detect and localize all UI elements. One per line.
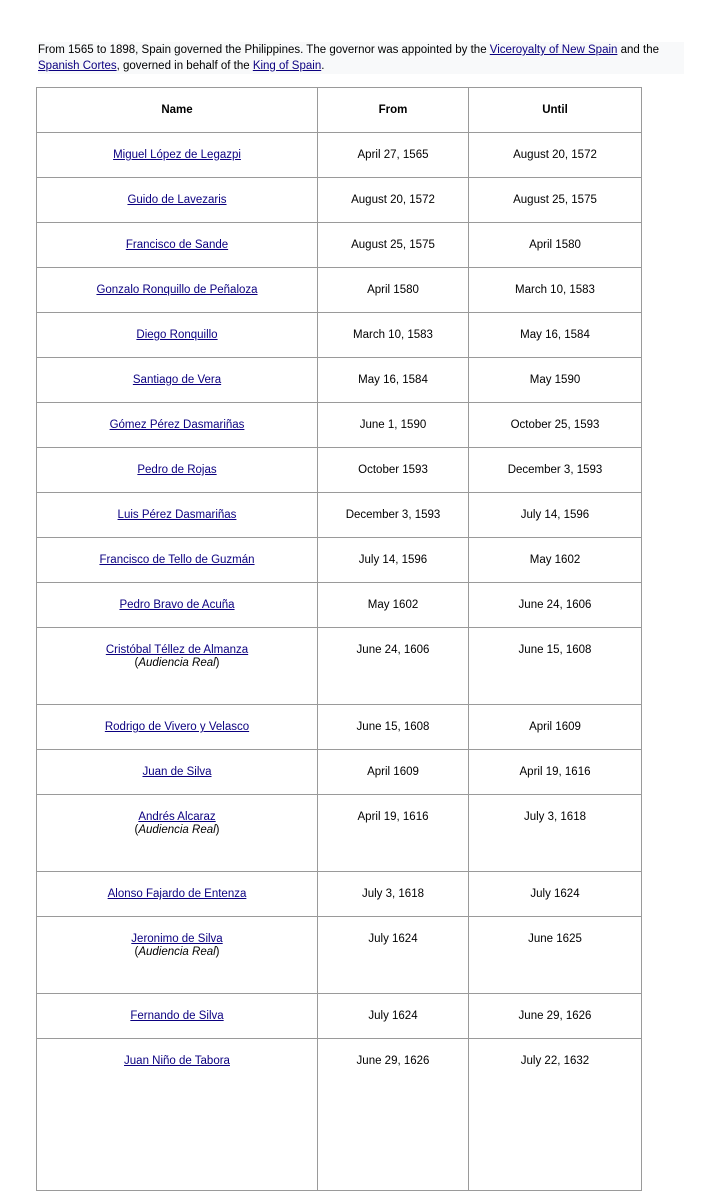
governor-name-link[interactable]: Francisco de Sande (125, 239, 229, 251)
cell-from: July 14, 1596 (318, 538, 469, 583)
governor-name-link[interactable]: Andrés Alcaraz (138, 811, 216, 823)
cell-from: May 16, 1584 (318, 358, 469, 403)
cell-until: June 24, 1606 (469, 583, 642, 628)
governor-name-link[interactable]: Luis Pérez Dasmariñas (117, 509, 237, 521)
cell-from: June 24, 1606 (318, 628, 469, 705)
cell-from: April 19, 1616 (318, 795, 469, 872)
governor-name-link[interactable]: Santiago de Vera (132, 374, 222, 386)
table-row (37, 223, 642, 268)
intro-text-3: , governed in behalf of the (116, 60, 253, 72)
governor-name-link[interactable]: Pedro Bravo de Acuña (119, 599, 235, 611)
intro-text-4: . (321, 60, 325, 72)
cell-until: May 16, 1584 (469, 313, 642, 358)
governor-name-link[interactable]: Francisco de Tello de Guzmán (99, 554, 255, 566)
link-viceroyalty-of-new-spain[interactable]: Viceroyalty of New Spain (489, 44, 618, 56)
cell-name (37, 583, 318, 628)
governor-name-link[interactable]: Alonso Fajardo de Entenza (107, 888, 247, 900)
governor-note: (Audiencia Real) (134, 946, 220, 958)
table-row (37, 178, 642, 223)
cell-name (37, 448, 318, 493)
table-row (37, 313, 642, 358)
table-row (37, 750, 642, 795)
cell-from: April 27, 1565 (318, 133, 469, 178)
cell-until: March 10, 1583 (469, 268, 642, 313)
cell-until: July 14, 1596 (469, 493, 642, 538)
cell-from: June 29, 1626 (318, 1039, 469, 1191)
cell-name (37, 917, 318, 994)
link-spanish-cortes[interactable]: Spanish Cortes (38, 60, 117, 72)
cell-name (37, 358, 318, 403)
cell-name (37, 628, 318, 705)
cell-from: April 1580 (318, 268, 469, 313)
table-row (37, 795, 642, 872)
cell-until: April 19, 1616 (469, 750, 642, 795)
governor-note: (Audiencia Real) (134, 657, 220, 669)
table-row (37, 872, 642, 917)
cell-name (37, 403, 318, 448)
governor-name-link[interactable]: Guido de Lavezaris (127, 194, 227, 206)
table-row (37, 628, 642, 705)
cell-from: August 25, 1575 (318, 223, 469, 268)
cell-until: June 15, 1608 (469, 628, 642, 705)
header-until: Until (469, 88, 642, 133)
header-name: Name (37, 88, 318, 133)
governor-note: (Audiencia Real) (134, 824, 220, 836)
intro-text-1: From 1565 to 1898, Spain governed the Philippines. The governor was appointed by the (38, 44, 490, 56)
header-row (37, 88, 642, 133)
cell-until: July 1624 (469, 872, 642, 917)
cell-until: August 25, 1575 (469, 178, 642, 223)
cell-name (37, 750, 318, 795)
cell-from: June 1, 1590 (318, 403, 469, 448)
cell-until: July 3, 1618 (469, 795, 642, 872)
cell-until: June 1625 (469, 917, 642, 994)
cell-name (37, 795, 318, 872)
cell-from: July 1624 (318, 917, 469, 994)
cell-until: April 1580 (469, 223, 642, 268)
table-row (37, 448, 642, 493)
governor-name-link[interactable]: Juan de Silva (142, 766, 212, 778)
cell-from: April 1609 (318, 750, 469, 795)
cell-from: May 1602 (318, 583, 469, 628)
cell-name (37, 705, 318, 750)
governor-name-link[interactable]: Gómez Pérez Dasmariñas (109, 419, 245, 431)
cell-until: October 25, 1593 (469, 403, 642, 448)
cell-until: May 1602 (469, 538, 642, 583)
table-row (37, 358, 642, 403)
cell-name (37, 1039, 318, 1191)
intro-paragraph (38, 42, 684, 74)
cell-from: August 20, 1572 (318, 178, 469, 223)
cell-until: May 1590 (469, 358, 642, 403)
cell-from: December 3, 1593 (318, 493, 469, 538)
cell-name (37, 313, 318, 358)
link-king-of-spain[interactable]: King of Spain (252, 60, 322, 72)
cell-until: December 3, 1593 (469, 448, 642, 493)
governors-table (36, 87, 642, 1191)
cell-name (37, 538, 318, 583)
governor-note-text: Audiencia Real (138, 824, 216, 836)
governor-name-link[interactable]: Miguel López de Legazpi (113, 149, 241, 161)
governor-name-link[interactable]: Fernando de Silva (130, 1010, 224, 1022)
cell-until: July 22, 1632 (469, 1039, 642, 1191)
table-row (37, 994, 642, 1039)
governor-name-link[interactable]: Rodrigo de Vivero y Velasco (104, 721, 250, 733)
table-row (37, 1039, 642, 1191)
cell-name (37, 493, 318, 538)
governor-name-link[interactable]: Gonzalo Ronquillo de Peñaloza (96, 284, 258, 296)
table-body (37, 133, 642, 1191)
table-row (37, 133, 642, 178)
cell-name (37, 872, 318, 917)
table-row (37, 493, 642, 538)
governor-name-link[interactable]: Pedro de Rojas (137, 464, 217, 476)
cell-from: October 1593 (318, 448, 469, 493)
table-row (37, 268, 642, 313)
governor-note-text: Audiencia Real (138, 946, 216, 958)
governor-name-link[interactable]: Jeronimo de Silva (131, 933, 223, 945)
cell-until: August 20, 1572 (469, 133, 642, 178)
cell-name (37, 223, 318, 268)
cell-from: March 10, 1583 (318, 313, 469, 358)
governor-name-link[interactable]: Diego Ronquillo (136, 329, 218, 341)
cell-name (37, 994, 318, 1039)
table-row (37, 705, 642, 750)
cell-from: July 3, 1618 (318, 872, 469, 917)
cell-until: April 1609 (469, 705, 642, 750)
cell-until: June 29, 1626 (469, 994, 642, 1039)
governor-note-text: Audiencia Real (138, 657, 216, 669)
cell-name (37, 133, 318, 178)
table-row (37, 917, 642, 994)
table-row (37, 583, 642, 628)
cell-name (37, 268, 318, 313)
table-row (37, 403, 642, 448)
governor-name-link[interactable]: Juan Niño de Tabora (124, 1055, 230, 1067)
cell-from: June 15, 1608 (318, 705, 469, 750)
governor-name-link[interactable]: Cristóbal Téllez de Almanza (105, 644, 249, 656)
intro-text-2: and the (617, 44, 659, 56)
cell-from: July 1624 (318, 994, 469, 1039)
table-row (37, 538, 642, 583)
header-from: From (318, 88, 469, 133)
cell-name (37, 178, 318, 223)
